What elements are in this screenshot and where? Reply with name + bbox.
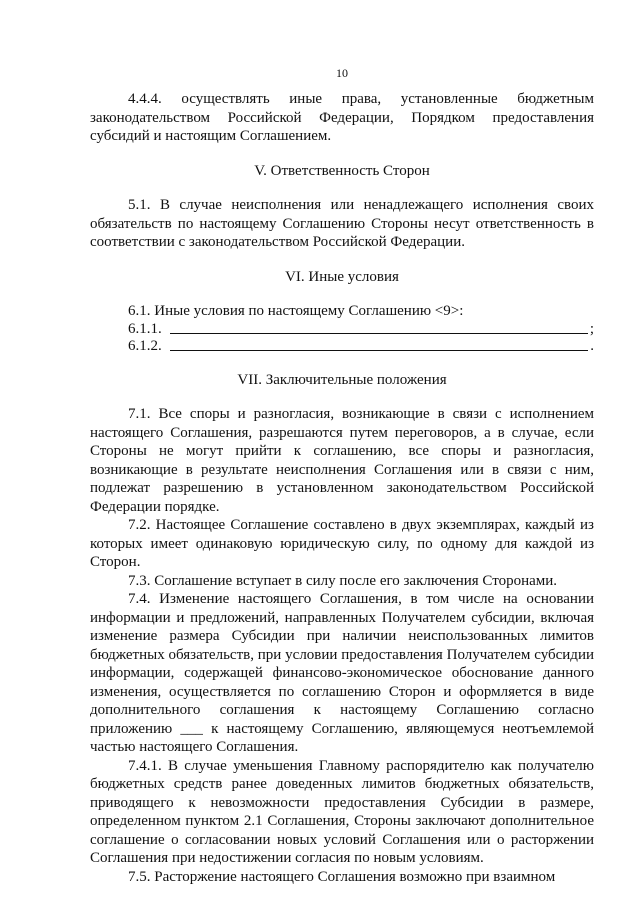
clause-7-3: 7.3. Соглашение вступает в силу после его заключения Сторонами. <box>128 572 558 589</box>
blank-line <box>170 350 589 351</box>
clause-7-2: 7.2. Настоящее Соглашение составлено в двух экземплярах, каждый из которых имеет одинаковую юридическую силу, по одному для каждой из Сторон. <box>90 517 594 570</box>
clause-6-1-1-end: ; <box>589 320 594 337</box>
section-heading-6: VI. Иные условия <box>285 268 399 285</box>
clause-4-4-4: 4.4.4. осуществлять иные права, установленные бюджетным законодательством Российской Федерации, Порядком предоставления субсидий и настоящим Соглашением. <box>90 91 594 144</box>
clause-5-1: 5.1. В случае неисполнения или ненадлежащего исполнения своих обязательств по настоящему Соглашению Стороны несут ответственность в соответствии с законодательством Российской Федерации. <box>90 197 594 250</box>
clause-7-4: 7.4. Изменение настоящего Соглашения, в том числе на основании информации и предложений, направленных Получателем субсидии, включая изменение размера Субсидии при наличии неиспользованных лимитов бюджетных обязательств, при условии предоставления Получателем субсидии информации, содержащей финансово-экономическое обоснование данного изменения, осуществляется по соглашению Сторон и оформляется в виде дополнительного соглашения к настоящему Соглашению согласно приложению ___ к настоящему Соглашению, являющемуся неотъемлемой частью настоящего Соглашения. <box>90 591 594 755</box>
clause-6-1-2-label: 6.1.2. <box>128 337 166 354</box>
clause-6-1-2-end: . <box>590 337 594 354</box>
clause-6-1-2 <box>90 338 594 355</box>
blank-line <box>170 333 588 334</box>
clause-7-4-1: 7.4.1. В случае уменьшения Главному распорядителю как получателю бюджетных средств ранее доведенных лимитов бюджетных обязательств, приводящего к невозможности предоставления Субсидии в размере, определенном пунктом 2.1 Соглашения, Стороны заключают дополнительное соглашение о согласовании новых условий Соглашения или о расторжении Соглашения при недостижении согласия по новым условиям. <box>90 757 594 866</box>
clause-6-1-1-label: 6.1.1. <box>128 320 166 337</box>
clause-6-1-1 <box>90 321 594 338</box>
clause-6-1: 6.1. Иные условия по настоящему Соглашению <9>: <box>128 303 464 319</box>
page-number: 10 <box>336 66 348 80</box>
section-heading-5: V. Ответственность Сторон <box>254 162 430 179</box>
clause-7-1: 7.1. Все споры и разногласия, возникающие в связи с исполнением настоящего Соглашения, разрешаются путем переговоров, а в случае, если Стороны не могут прийти к соглашению, все споры и разногласия, возникающие в результате неисполнения Соглашения или в связи с ним, подлежат разрешению в установленном законодательством Российской Федерации порядке. <box>90 406 594 515</box>
clause-7-5: 7.5. Расторжение настоящего Соглашения возможно при взаимном <box>128 868 556 885</box>
document-page <box>90 66 594 886</box>
section-heading-7: VII. Заключительные положения <box>237 371 447 388</box>
